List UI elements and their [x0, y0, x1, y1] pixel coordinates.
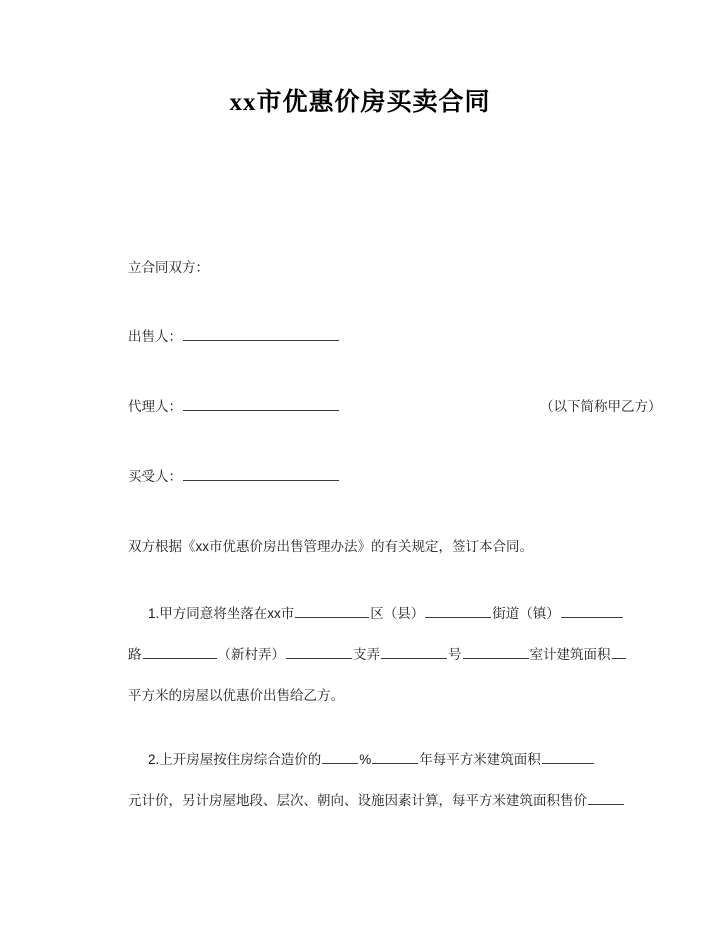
seller-label: 出售人：: [128, 329, 182, 345]
clause-1-blank-street[interactable]: [425, 604, 491, 618]
clause-1-line-1: [128, 602, 628, 622]
party-row-agent: [128, 395, 662, 415]
clause-1-text-g: 号: [448, 646, 462, 662]
agent-input-line[interactable]: [183, 397, 339, 411]
clause-1-blank-number[interactable]: [463, 645, 529, 659]
clause-1-text-h: 室计建筑面积: [529, 646, 611, 662]
clause-1-line-2: [128, 643, 628, 663]
clause-2-text-b: %: [359, 751, 372, 767]
clause-1-line-3: 平方米的房屋以优惠价出售给乙方。: [128, 687, 344, 703]
clause-1-text-e: （新村弄）: [217, 646, 285, 662]
clause-2-text-d: 元计价，另计房屋地段、层次、朝向、设施因素计算，每平方米建筑面积售价: [128, 792, 587, 808]
clause-1-text-f: 支弄: [353, 646, 380, 662]
party-row-buyer: [128, 465, 628, 485]
spacer: [128, 558, 628, 602]
clause-1-text-d: 路: [128, 646, 142, 662]
spacer: [128, 345, 628, 395]
clause-1-blank-village[interactable]: [286, 645, 352, 659]
agent-label: 代理人：: [128, 399, 182, 415]
clause-2-text-a: 上开房屋按住房综合造价的: [159, 751, 322, 767]
clause-1-blank-lane[interactable]: [381, 645, 447, 659]
clause-2-line-1: [128, 748, 628, 768]
clause-1-text-b: 区（县）: [370, 605, 425, 621]
clause-2-blank-year[interactable]: [372, 750, 418, 764]
clause-2-number: 2.: [148, 751, 160, 767]
spacer: [128, 485, 628, 537]
buyer-label: 买受人：: [128, 469, 182, 485]
spacer: [128, 278, 628, 325]
clause-2-text-c: 年每平方米建筑面积: [419, 751, 541, 767]
seller-input-line[interactable]: [183, 327, 339, 341]
clause-2-blank-percent[interactable]: [322, 750, 358, 764]
preamble-line: 立合同双方：: [128, 260, 209, 275]
clause-1-blank-road[interactable]: [561, 604, 623, 618]
clause-1-blank-district[interactable]: [295, 604, 369, 618]
clause-1-text-c: 街道（镇）: [492, 605, 560, 621]
buyer-input-line[interactable]: [183, 467, 339, 481]
clause-2-line-2: [128, 789, 628, 809]
clause-2-blank-unitprice[interactable]: [542, 750, 594, 764]
party-row-seller: [128, 325, 628, 345]
clause-1-blank-roadnum[interactable]: [143, 645, 217, 659]
spacer: [128, 704, 628, 748]
clause-1-blank-area[interactable]: [612, 645, 626, 659]
document-body: [128, 258, 662, 809]
basis-paragraph: 双方根据《xx市优惠价房出售管理办法》的有关规定，签订本合同。: [128, 539, 533, 555]
clause-1-text-a: 甲方同意将坐落在xx市: [159, 605, 295, 621]
clause-2-blank-saleprice[interactable]: [588, 791, 624, 805]
spacer: [128, 415, 628, 465]
party-alias-note: （以下简称甲乙方）: [540, 399, 662, 415]
clause-1-number: 1.: [148, 605, 160, 621]
page-title: xx市优惠价房买卖合同: [229, 89, 491, 116]
